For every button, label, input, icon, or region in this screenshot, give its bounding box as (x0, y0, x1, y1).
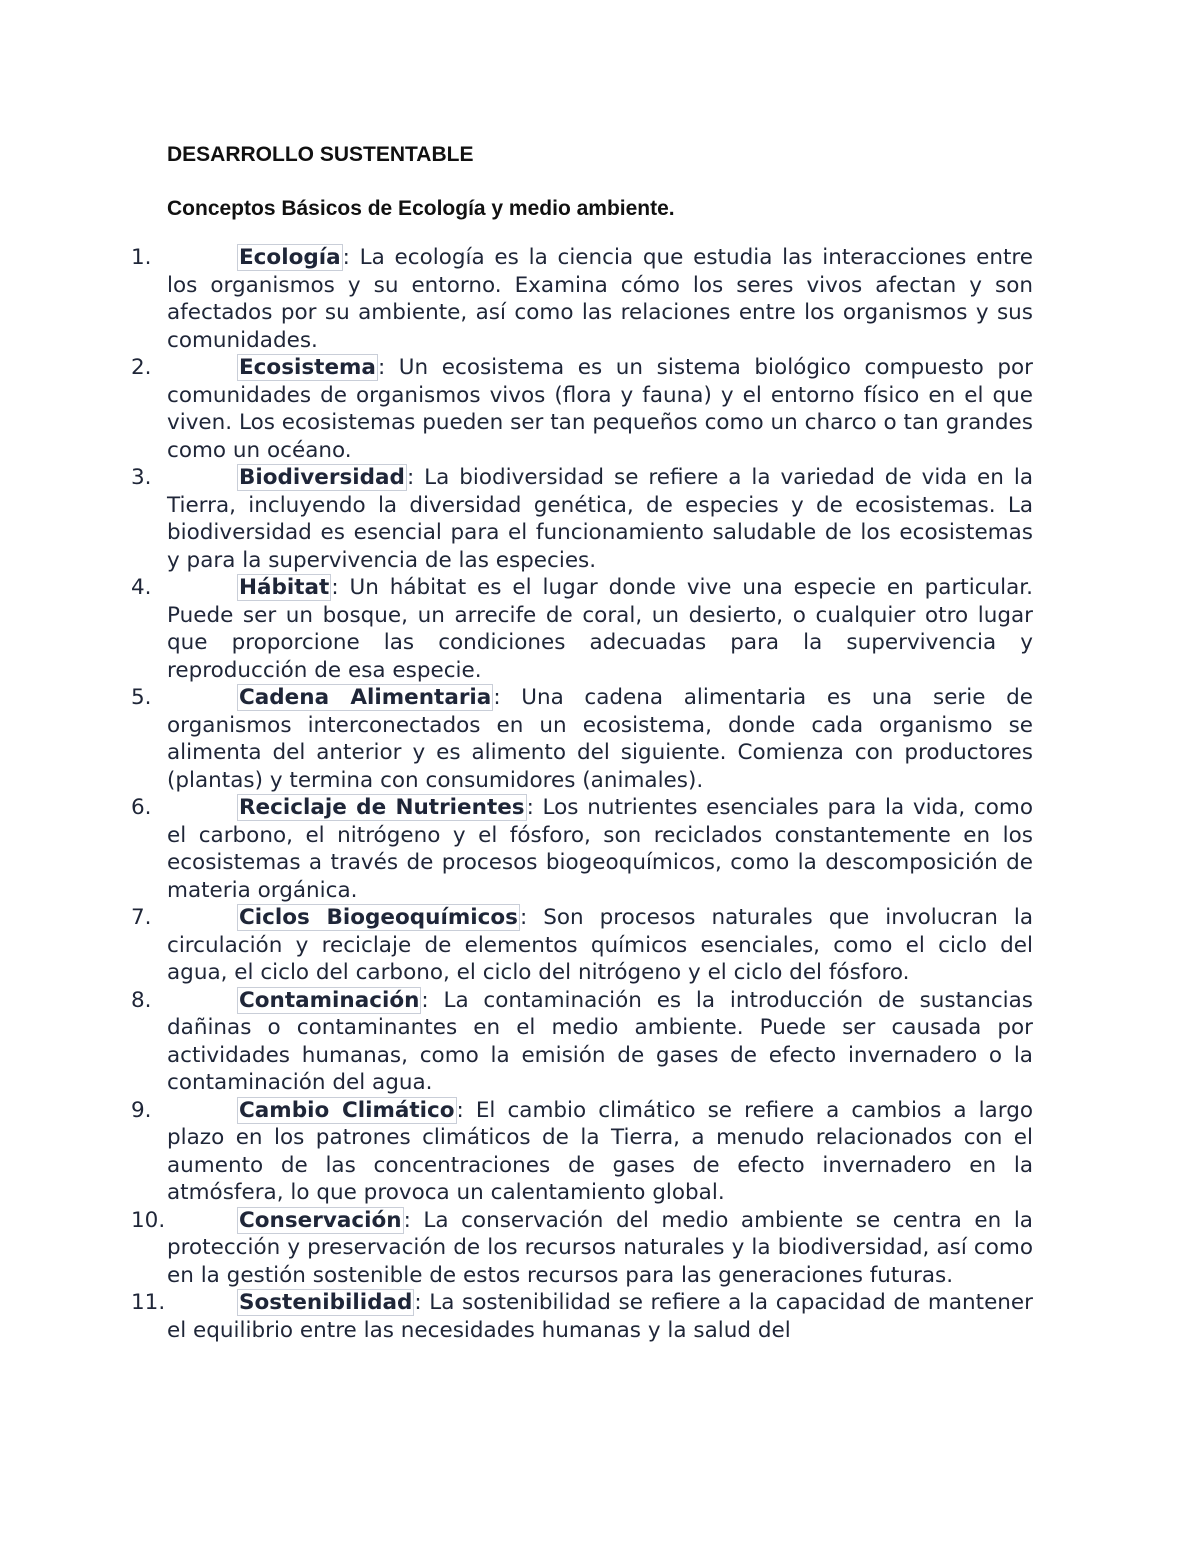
concept-definition: : Son procesos naturales que involucran la circulación y reciclaje de elementos químicos esenciales, como el ciclo del agua, el ciclo del carbono, el ciclo del nitrógeno y el ciclo del fósforo. (167, 905, 1033, 985)
concept-item (0, 987, 1033, 1097)
concept-body (167, 905, 1033, 985)
concept-term: Cadena Alimentaria (239, 685, 492, 710)
concept-number: 4. (131, 575, 152, 600)
concept-number: 9. (131, 1097, 152, 1123)
concept-term: Conservación (239, 1207, 402, 1233)
concept-definition: : Un ecosistema es un sistema biológico compuesto por comunidades de organismos vivos (flora y fauna) y el entorno físico en el que viven. Los ecosistemas pueden ser tan pequeños como un charco o tan grandes como un océano. (167, 355, 1033, 463)
concept-term: Sostenibilidad (239, 1290, 413, 1315)
concept-body (167, 575, 1033, 683)
concept-term: Biodiversidad (239, 465, 405, 490)
concept-body (167, 245, 1033, 353)
concept-definition: : Los nutrientes esenciales para la vida, como el carbono, el nitrógeno y el fósforo, son reciclados constantemente en los ecosistemas a través de procesos biogeoquímicos, como la descomposición de materia orgánica. (167, 795, 1033, 903)
concept-term: Hábitat (239, 575, 330, 600)
concept-item (0, 904, 1033, 987)
concept-body (167, 795, 1033, 903)
concept-item (0, 354, 1033, 464)
concept-number: 5. (131, 685, 152, 710)
concept-body (167, 988, 1033, 1096)
concept-definition: : Un hábitat es el lugar donde vive una especie en particular. Puede ser un bosque, un arrecife de coral, un desierto, o cualquier otro lugar que proporcione las condiciones adecuadas para la supervivencia y reproducción de esa especie. (167, 575, 1033, 683)
concept-number: 11. (131, 1290, 166, 1315)
concept-body (167, 355, 1033, 463)
concept-definition: : La sostenibilidad se refiere a la capacidad de mantener el equilibrio entre las necesidades humanas y la salud del (167, 1290, 1033, 1343)
concept-number: 6. (131, 795, 152, 820)
concept-term: Ecosistema (239, 355, 376, 380)
concept-item (0, 684, 1033, 794)
concept-definition: : La conservación del medio ambiente se centra en la protección y preservación de los recursos naturales y la biodiversidad, así como en la gestión sostenible de estos recursos para las generaciones futuras. (167, 1207, 1033, 1288)
concept-term: Reciclaje de Nutrientes (239, 795, 525, 820)
concept-body (167, 685, 1033, 793)
concept-number: 7. (131, 905, 152, 930)
concept-item (0, 1097, 1033, 1207)
concept-definition: : La ecología es la ciencia que estudia las interacciones entre los organismos y su entorno. Examina cómo los seres vivos afectan y son afectados por su ambiente, así como las relaciones entre los organismos y sus comunidades. (167, 245, 1033, 353)
concept-body (167, 1290, 1033, 1343)
concept-term: Ecología (239, 245, 341, 270)
concept-number: 10. (131, 1207, 166, 1233)
concept-body (167, 1098, 1033, 1206)
document-subtitle: Conceptos Básicos de Ecología y medio ambiente. (167, 197, 675, 220)
concept-term: Contaminación (239, 987, 420, 1013)
concept-body (167, 465, 1033, 573)
concept-item (0, 1207, 1033, 1290)
concept-definition: : La contaminación es la introducción de sustancias dañinas o contaminantes en el medio ambiente. Puede ser causada por actividades humanas, como la emisión de gases de efecto invernadero o la contaminación del agua. (167, 987, 1033, 1095)
concept-item (0, 464, 1033, 574)
concept-term: Cambio Climático (239, 1097, 455, 1123)
concept-definition: : El cambio climático se refiere a cambios a largo plazo en los patrones climáticos de la Tierra, a menudo relacionados con el aumento de las concentraciones de gases de efecto invernadero en la atmósfera, lo que provoca un calentamiento global. (167, 1097, 1033, 1205)
concept-item (0, 794, 1033, 904)
document-title: DESARROLLO SUSTENTABLE (167, 143, 474, 166)
concept-item (0, 574, 1033, 684)
concept-number: 8. (131, 987, 152, 1013)
concept-definition: : Una cadena alimentaria es una serie de organismos interconectados en un ecosistema, donde cada organismo se alimenta del anterior y es alimento del siguiente. Comienza con productores (plantas) y termina con consumidores (animales). (167, 685, 1033, 793)
concept-definition: : La biodiversidad se refiere a la variedad de vida en la Tierra, incluyendo la diversidad genética, de especies y de ecosistemas. La biodiversidad es esencial para el funcionamiento saludable de los ecosistemas y para la supervivencia de las especies. (167, 465, 1033, 573)
concept-number: 3. (131, 465, 152, 490)
concept-term: Ciclos Biogeoquímicos (239, 905, 518, 930)
concept-item (0, 244, 1033, 354)
concept-body (167, 1208, 1033, 1288)
concept-number: 2. (131, 355, 152, 380)
concept-number: 1. (131, 245, 152, 270)
concept-item (0, 1289, 1033, 1344)
concept-list (0, 244, 1200, 1344)
